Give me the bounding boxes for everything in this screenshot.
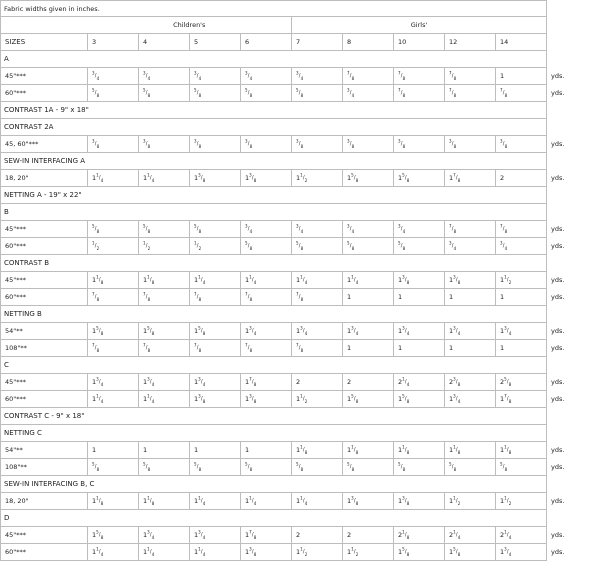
section-label: D <box>1 510 547 527</box>
yardage-cell: $^7/_8$ <box>343 68 394 85</box>
table-row <box>1 238 597 255</box>
section-row <box>1 255 597 272</box>
yardage-cell: $1^3/_4$ <box>88 374 139 391</box>
yardage-cell: $^5/_8$ <box>190 85 241 102</box>
yardage-cell: $1^1/_4$ <box>190 272 241 289</box>
section-label: NETTING B <box>1 306 547 323</box>
yardage-cell: $^7/_8$ <box>394 68 445 85</box>
yardage-cell: $1^5/_8$ <box>139 323 190 340</box>
yardage-cell: $^3/_4$ <box>292 68 343 85</box>
yardage-cell: $1^1/_4$ <box>88 391 139 408</box>
yardage-cell: 1 <box>343 289 394 306</box>
yardage-cell: $^1/_2$ <box>190 238 241 255</box>
yardage-cell: $1^7/_8$ <box>445 170 496 187</box>
size-header: 3 <box>88 34 139 51</box>
fabric-label: 45"*** <box>1 272 88 289</box>
yardage-cell: $1^1/_8$ <box>496 442 547 459</box>
yardage-cell: $^3/_8$ <box>496 136 547 153</box>
sizes-label: SIZES <box>1 34 88 51</box>
yardage-cell: $1^5/_8$ <box>394 170 445 187</box>
fabric-label: 60"*** <box>1 391 88 408</box>
yardage-cell: $1^5/_8$ <box>343 391 394 408</box>
yardage-cell: $1^1/_2$ <box>496 493 547 510</box>
section-row <box>1 153 597 170</box>
section-label: A <box>1 51 547 68</box>
yardage-cell: $^5/_8$ <box>343 459 394 476</box>
yardage-cell: $^3/_4$ <box>343 85 394 102</box>
yardage-cell: $^7/_8$ <box>241 340 292 357</box>
yardage-cell: $^3/_4$ <box>241 221 292 238</box>
yardage-cell: $^5/_8$ <box>190 221 241 238</box>
yardage-cell: 1 <box>394 289 445 306</box>
yardage-cell: $^3/_4$ <box>445 238 496 255</box>
yardage-cell: $2^1/_4$ <box>496 527 547 544</box>
unit-label: yds. <box>551 463 565 471</box>
yardage-cell: $1^1/_8$ <box>394 442 445 459</box>
sizes-row <box>1 34 597 51</box>
fabric-label: 60"*** <box>1 544 88 561</box>
section-label: B <box>1 204 547 221</box>
yardage-cell: $1^1/_4$ <box>343 272 394 289</box>
yardage-cell: $^5/_8$ <box>88 85 139 102</box>
unit-label: yds. <box>551 548 565 556</box>
section-row <box>1 306 597 323</box>
yardage-cell: $1^3/_8$ <box>241 544 292 561</box>
yardage-cell: $^1/_2$ <box>139 238 190 255</box>
fabric-label: 108"** <box>1 459 88 476</box>
yardage-cell: 1 <box>241 442 292 459</box>
table-row <box>1 442 597 459</box>
yardage-cell: $^5/_8$ <box>292 85 343 102</box>
yardage-cell: $^7/_8$ <box>445 68 496 85</box>
section-row <box>1 187 597 204</box>
section-row <box>1 119 597 136</box>
yardage-cell: 1 <box>445 289 496 306</box>
yardage-cell: $1^1/_8$ <box>139 493 190 510</box>
yardage-cell: $^5/_8$ <box>292 459 343 476</box>
yardage-cell: $^5/_8$ <box>190 459 241 476</box>
unit-label: yds. <box>551 344 565 352</box>
table-row <box>1 323 597 340</box>
table-row <box>1 391 597 408</box>
yardage-cell: $1^3/_4$ <box>445 391 496 408</box>
table-row <box>1 527 597 544</box>
size-header: 12 <box>445 34 496 51</box>
yardage-cell: $^7/_8$ <box>496 221 547 238</box>
unit-label: yds. <box>551 293 565 301</box>
childrens-header: Children's <box>88 17 292 34</box>
yardage-cell: $^3/_8$ <box>88 136 139 153</box>
table-body <box>1 1 597 561</box>
yardage-cell: 2 <box>292 527 343 544</box>
yardage-cell: $^7/_8$ <box>88 289 139 306</box>
yardage-cell: $2^3/_8$ <box>445 374 496 391</box>
yardage-cell: $1^5/_8$ <box>88 323 139 340</box>
yardage-cell: $^7/_8$ <box>292 340 343 357</box>
unit-label: yds. <box>551 140 565 148</box>
yardage-cell: $1^1/_2$ <box>343 544 394 561</box>
yardage-cell: $^7/_8$ <box>190 289 241 306</box>
section-row <box>1 425 597 442</box>
yardage-cell: $^3/_8$ <box>394 136 445 153</box>
section-row <box>1 102 597 119</box>
fabric-label: 18, 20" <box>1 493 88 510</box>
size-header: 8 <box>343 34 394 51</box>
yardage-cell: 1 <box>496 68 547 85</box>
fabric-label: 45"*** <box>1 527 88 544</box>
table-row <box>1 459 597 476</box>
unit-label: yds. <box>551 89 565 97</box>
yardage-cell: $^7/_8$ <box>445 221 496 238</box>
yardage-cell: $1^5/_8$ <box>343 170 394 187</box>
yardage-cell: $1^1/_8$ <box>343 442 394 459</box>
yardage-cell: $^3/_8$ <box>343 136 394 153</box>
yardage-cell: $^3/_4$ <box>88 68 139 85</box>
yardage-cell: $1^1/_2$ <box>496 272 547 289</box>
yardage-cell: $1^5/_8$ <box>394 391 445 408</box>
section-row <box>1 408 597 425</box>
yardage-cell: $^5/_8$ <box>394 238 445 255</box>
yardage-cell: $^3/_8$ <box>139 136 190 153</box>
yardage-cell: $1^1/_8$ <box>88 493 139 510</box>
yardage-cell: $1^3/_8$ <box>190 391 241 408</box>
yardage-cell: $^5/_8$ <box>292 238 343 255</box>
yardage-cell: $1^1/_8$ <box>88 272 139 289</box>
section-row <box>1 510 597 527</box>
yardage-cell: $1^5/_8$ <box>190 323 241 340</box>
yardage-cell: $1^1/_4$ <box>139 391 190 408</box>
yardage-cell: 1 <box>343 340 394 357</box>
yardage-cell: 1 <box>190 442 241 459</box>
yardage-cell: $^5/_8$ <box>241 459 292 476</box>
section-label: CONTRAST 2A <box>1 119 547 136</box>
yardage-cell: $1^3/_4$ <box>139 374 190 391</box>
yardage-cell: $^7/_8$ <box>139 340 190 357</box>
yardage-cell: $^5/_8$ <box>139 459 190 476</box>
section-label: CONTRAST C - 9" x 18" <box>1 408 547 425</box>
group-header-row <box>1 17 597 34</box>
unit-label: yds. <box>551 276 565 284</box>
yardage-cell: $1^1/_8$ <box>139 272 190 289</box>
yardage-cell: $^7/_8$ <box>394 85 445 102</box>
unit-label: yds. <box>551 446 565 454</box>
yardage-cell: 1 <box>88 442 139 459</box>
fabric-label: 45, 60"*** <box>1 136 88 153</box>
yardage-cell: $^7/_8$ <box>241 289 292 306</box>
yardage-cell: 1 <box>496 340 547 357</box>
unit-label: yds. <box>551 378 565 386</box>
yardage-cell: 1 <box>445 340 496 357</box>
yardage-cell: $^3/_4$ <box>190 68 241 85</box>
yardage-cell: 1 <box>394 340 445 357</box>
table-row <box>1 340 597 357</box>
yardage-cell: $^3/_4$ <box>394 221 445 238</box>
note-row <box>1 1 597 17</box>
unit-label: yds. <box>551 327 565 335</box>
yardage-cell: $1^3/_8$ <box>394 272 445 289</box>
yardage-cell: $1^3/_4$ <box>241 323 292 340</box>
section-row <box>1 51 597 68</box>
fabric-label: 45"*** <box>1 68 88 85</box>
yardage-cell: $2^1/_8$ <box>394 527 445 544</box>
fabric-label: 45"*** <box>1 374 88 391</box>
yardage-cell: $1^1/_2$ <box>292 391 343 408</box>
section-label: NETTING A - 19" x 22" <box>1 187 547 204</box>
yardage-cell: $^7/_8$ <box>496 85 547 102</box>
yardage-cell: $^5/_8$ <box>139 221 190 238</box>
yardage-cell: $^7/_8$ <box>88 340 139 357</box>
yardage-cell: $^5/_8$ <box>445 459 496 476</box>
yardage-cell: $1^3/_4$ <box>139 527 190 544</box>
yardage-cell: $^3/_4$ <box>496 238 547 255</box>
yardage-cell: $1^1/_4$ <box>241 272 292 289</box>
section-row <box>1 357 597 374</box>
yardage-cell: $1^3/_8$ <box>343 493 394 510</box>
unit-label: yds. <box>551 242 565 250</box>
yardage-cell: $^3/_4$ <box>343 221 394 238</box>
yardage-cell: $^5/_8$ <box>496 459 547 476</box>
yardage-cell: $1^1/_4$ <box>292 493 343 510</box>
yardage-cell: $^7/_8$ <box>292 289 343 306</box>
yardage-cell: $2^1/_4$ <box>445 527 496 544</box>
yardage-cell: $^3/_4$ <box>241 68 292 85</box>
yardage-cell: $1^1/_4$ <box>88 544 139 561</box>
yardage-cell: $^7/_8$ <box>139 289 190 306</box>
yardage-cell: $1^1/_2$ <box>292 170 343 187</box>
yardage-cell: $^3/_8$ <box>445 136 496 153</box>
yardage-cell: $1^3/_4$ <box>496 544 547 561</box>
yardage-cell: $1^1/_4$ <box>139 170 190 187</box>
yardage-cell: 1 <box>496 289 547 306</box>
yardage-cell: $1^3/_4$ <box>394 323 445 340</box>
unit-label: yds. <box>551 395 565 403</box>
yardage-cell: $1^1/_4$ <box>190 544 241 561</box>
yardage-cell: $1^5/_8$ <box>394 544 445 561</box>
yardage-cell: $1^1/_8$ <box>292 442 343 459</box>
yardage-cell: $^1/_2$ <box>88 238 139 255</box>
yardage-cell: $1^7/_8$ <box>241 527 292 544</box>
fabric-label: 18, 20" <box>1 170 88 187</box>
section-label: NETTING C <box>1 425 547 442</box>
yardage-cell: $^7/_8$ <box>190 340 241 357</box>
fabric-label: 60"*** <box>1 238 88 255</box>
size-header: 10 <box>394 34 445 51</box>
fabric-label: 60"*** <box>1 289 88 306</box>
yardage-cell: $1^3/_4$ <box>190 374 241 391</box>
yardage-cell: $1^3/_4$ <box>445 323 496 340</box>
table-row <box>1 68 597 85</box>
yardage-cell: $^3/_8$ <box>190 136 241 153</box>
yardage-cell: $^3/_4$ <box>139 68 190 85</box>
yardage-cell: $1^1/_4$ <box>139 544 190 561</box>
yardage-cell: $1^1/_2$ <box>292 544 343 561</box>
yardage-cell: $^5/_8$ <box>241 85 292 102</box>
table-row <box>1 85 597 102</box>
yardage-cell: $^5/_8$ <box>394 459 445 476</box>
fabric-label: 108"** <box>1 340 88 357</box>
yardage-cell: 2 <box>292 374 343 391</box>
fabric-label: 54"** <box>1 323 88 340</box>
unit-label: yds. <box>551 497 565 505</box>
yardage-cell: 1 <box>139 442 190 459</box>
yardage-cell: $2^5/_8$ <box>496 374 547 391</box>
unit-label: yds. <box>551 174 565 182</box>
size-header: 6 <box>241 34 292 51</box>
yardage-cell: $1^1/_2$ <box>445 493 496 510</box>
yardage-cell: $^3/_8$ <box>241 136 292 153</box>
yardage-cell: $^5/_8$ <box>88 221 139 238</box>
size-header: 4 <box>139 34 190 51</box>
yardage-cell: $1^3/_8$ <box>241 391 292 408</box>
yardage-cell: $1^1/_4$ <box>292 272 343 289</box>
yardage-cell: $1^5/_8$ <box>445 544 496 561</box>
yardage-cell: $2^1/_4$ <box>394 374 445 391</box>
fabric-label: 60"*** <box>1 85 88 102</box>
section-label: C <box>1 357 547 374</box>
table-row <box>1 221 597 238</box>
table-row <box>1 493 597 510</box>
section-label: SEW-IN INTERFACING B, C <box>1 476 547 493</box>
yardage-cell: 2 <box>343 527 394 544</box>
yardage-cell: $1^3/_8$ <box>241 170 292 187</box>
girls-header: Girls' <box>292 17 547 34</box>
table-row <box>1 272 597 289</box>
yardage-cell: $1^3/_8$ <box>190 170 241 187</box>
yardage-cell: $1^3/_8$ <box>394 493 445 510</box>
yardage-cell: $^5/_8$ <box>88 459 139 476</box>
yardage-cell: $1^1/_4$ <box>241 493 292 510</box>
unit-label: yds. <box>551 72 565 80</box>
unit-label: yds. <box>551 225 565 233</box>
yardage-cell: $^5/_8$ <box>139 85 190 102</box>
yardage-cell: $^3/_4$ <box>292 221 343 238</box>
yardage-cell: $1^1/_4$ <box>190 493 241 510</box>
yardage-cell: 2 <box>496 170 547 187</box>
table-row <box>1 170 597 187</box>
yardage-cell: $^7/_8$ <box>445 85 496 102</box>
yardage-cell: $1^3/_4$ <box>496 323 547 340</box>
yardage-cell: 2 <box>343 374 394 391</box>
yardage-cell: $1^3/_4$ <box>292 323 343 340</box>
fabric-width-note: Fabric widths given in inches. <box>1 1 547 17</box>
yardage-cell: $^5/_8$ <box>343 238 394 255</box>
yardage-cell: $1^7/_8$ <box>241 374 292 391</box>
section-label: CONTRAST B <box>1 255 547 272</box>
fabric-label: 54"** <box>1 442 88 459</box>
section-row <box>1 204 597 221</box>
section-label: SEW-IN INTERFACING A <box>1 153 547 170</box>
size-header: 14 <box>496 34 547 51</box>
table-row <box>1 544 597 561</box>
yardage-cell: $1^3/_4$ <box>343 323 394 340</box>
section-row <box>1 476 597 493</box>
yardage-cell: $1^1/_4$ <box>88 170 139 187</box>
table-row <box>1 374 597 391</box>
yardage-cell: $^5/_8$ <box>241 238 292 255</box>
section-label: CONTRAST 1A - 9" x 18" <box>1 102 547 119</box>
yardage-cell: $^3/_8$ <box>292 136 343 153</box>
yardage-cell: $1^1/_8$ <box>445 442 496 459</box>
size-header: 5 <box>190 34 241 51</box>
yardage-cell: $1^3/_4$ <box>190 527 241 544</box>
table-row <box>1 136 597 153</box>
fabric-label: 45"*** <box>1 221 88 238</box>
size-header: 7 <box>292 34 343 51</box>
yardage-cell: $1^5/_8$ <box>88 527 139 544</box>
unit-label: yds. <box>551 531 565 539</box>
yardage-cell: $1^7/_8$ <box>496 391 547 408</box>
table-row <box>1 289 597 306</box>
yardage-cell: $1^3/_8$ <box>445 272 496 289</box>
